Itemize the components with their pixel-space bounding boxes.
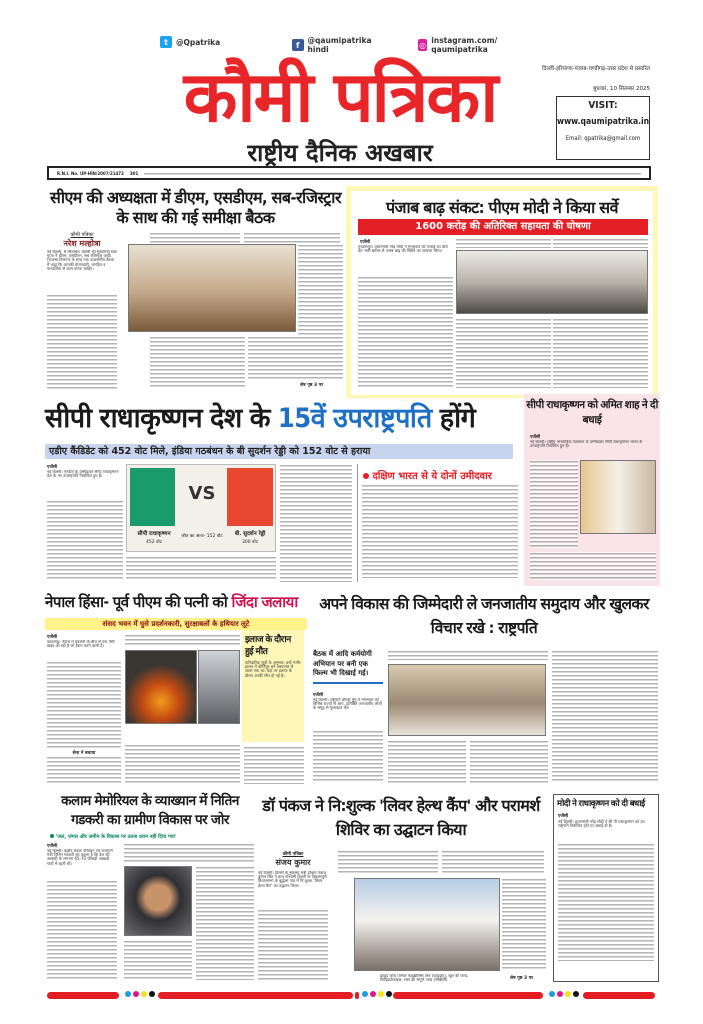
lead-headline-highlight: 15वें उपराष्ट्रपति (277, 403, 432, 434)
vs-label: VS (188, 483, 216, 504)
story1-col3 (298, 244, 343, 336)
kalam-col3 (196, 866, 254, 980)
amit-shah-lede: नई दिल्ली। राष्ट्रीय जनतांत्रिक गठबंधन के उम्मीदवार सीपी राधाकृष्णन भारत के उपराष्ट्रपति निर्वाचित हुए हैं। (530, 440, 643, 449)
president-col4 (552, 650, 658, 782)
lead-col2-bottom (126, 556, 276, 580)
story2-source: एजेंसी (360, 240, 371, 245)
rni-number: R.N.I. No. UP-HIN/2007/21472 (57, 171, 124, 176)
story1-col1 (47, 294, 117, 389)
cyan-dot (549, 991, 555, 997)
amit-shah-col-bottom (530, 552, 656, 580)
kalam-col1 (47, 880, 117, 980)
black-dot (386, 991, 392, 997)
nepal-subhead: संसद भवन में घुसे प्रदर्शनकारी, सुरक्षाबलों के हथियार लूटे (45, 618, 307, 630)
twitter-text: @Qpatrika (176, 37, 221, 47)
story2-col3-top (553, 238, 648, 248)
masthead-title: कौमी पत्रिका (183, 56, 497, 138)
circulation-text: दिल्ली-हरियाणा-पंजाब-चण्डीगढ़-उत्तर प्रदेश से प्रसारित (542, 66, 650, 72)
nepal-col2-bottom (125, 744, 240, 784)
black-dot (573, 991, 579, 997)
issue-number: 301 (129, 171, 139, 176)
kalam-source: एजेंसी (47, 844, 58, 849)
kalam-subhead-text: 'जल, जंगल और जमीन के विकास पर उतना ध्यान नहीं दिया गया' (55, 834, 177, 840)
imprint-line (144, 172, 641, 175)
rni-bar (47, 166, 651, 180)
modi-box (553, 794, 659, 982)
nepal-fire-photo (125, 650, 197, 724)
pankaj-source: कौमी पत्रिका (282, 852, 304, 857)
candidate2-name: बी. सुदर्शन रेड्डी (234, 531, 266, 537)
nepal-box-text: पारिवारिक सूत्रों के अनुसार, उन्हें गंभीर हालत में कीर्तिपुर बर्न अस्पताल ले जाया गया था। यहां पर इलाज के दौरान उनकी मौत हो गई है। (245, 660, 301, 678)
masthead-tagline: राष्ट्रीय दैनिक अखबार (247, 138, 433, 167)
lead-headline-part1: सीपी राधाकृष्णन देश के (45, 403, 270, 434)
footer-bar (393, 992, 543, 999)
nepal-headline[interactable] (45, 592, 307, 612)
modi-box-source: एजेंसी (558, 814, 569, 819)
story1-continued[interactable]: शेष पृष्ठ 3 पर (300, 383, 324, 388)
president-col3 (470, 740, 548, 784)
story1-source: कौमी पत्रिका (70, 232, 94, 238)
meeting-photo (128, 244, 296, 332)
kalam-lede: नई दिल्ली। केंद्रीय सड़क परिवहन एवं राजमार्ग मंत्री नितिन गडकरी का कहना है कि देश की आबादी के लगभग 65-70 फीसदी आबादी गांवों में रहती थी। (47, 849, 113, 866)
email-link[interactable]: Email: qpatrika@gmail.com (565, 135, 641, 142)
visit-box (556, 96, 650, 160)
lead-headline-part2: होंगे (439, 403, 476, 434)
amit-shah-photo (580, 460, 656, 534)
nepal-col3-bottom (244, 746, 304, 784)
story2-col1 (358, 276, 453, 388)
twitter-icon: t (160, 36, 172, 48)
pankaj-lede: नई दिल्ली। दिल्ली के स्वास्थ्य मंत्री डॉक्टर पंकज कुमार सिंह ने कल पश्चिमी दिल्ली के विकासपुरी विधानसभा के बुद्धेला गांव में नि:शुल्क 'लिवर हेल्थ कैंप' का उद्घाटन किया। (258, 871, 327, 888)
lead-source: एजेंसी (47, 465, 58, 470)
pankaj-continued[interactable]: शेष पृष्ठ 3 पर (510, 976, 534, 981)
registration-marks (362, 991, 392, 997)
candidate2-votes: 300 वोट (242, 540, 258, 545)
nepal-source: एजेंसी (47, 635, 58, 640)
nepal-subsection: सेना ने बचाया (72, 751, 96, 756)
story1-col2-bottom (150, 336, 245, 388)
nepal-headline-part1: नेपाल हिंसा- पूर्व पीएम की पत्नी को (45, 593, 228, 611)
president-group-photo (388, 664, 546, 736)
nepal-col1-bottom (47, 756, 121, 784)
bullet-icon (50, 834, 54, 838)
black-dot (149, 991, 155, 997)
issue-date: बुधवार, 10 सितम्बर 2025 (593, 86, 650, 92)
yellow-dot (378, 991, 384, 997)
magenta-dot (133, 991, 139, 997)
president-col2 (388, 740, 466, 784)
story1-byline: नरेश मल्होत्रा (63, 239, 101, 248)
candidate1-name: सीपी राधाकृष्णन (137, 531, 171, 537)
nepal-lede: काठमांडू। नेपाल में प्रदर्शनों के बीच से एक ऐसी खबर आ रही है जो हैरान करने वाली है। (47, 640, 115, 649)
story1-col3-bottom (248, 336, 343, 380)
amit-shah-col (530, 460, 578, 548)
side-story-text (362, 484, 518, 578)
nepal-protest-photo (198, 650, 240, 724)
lead-headline[interactable] (45, 398, 525, 435)
yellow-dot (141, 991, 147, 997)
story1-col3-top (244, 232, 340, 244)
twitter-handle[interactable] (160, 36, 220, 48)
modi-box-text (558, 843, 654, 961)
president-col1 (313, 730, 383, 782)
candidate1-photo (130, 468, 175, 526)
footer-bar (47, 992, 119, 999)
pankaj-col2-top (338, 850, 438, 874)
registration-marks (125, 991, 155, 997)
candidate2-photo (227, 468, 273, 526)
win-margin: जीत का अंतर- 152 वोट (181, 534, 223, 539)
kalam-headline[interactable]: कलाम मेमोरियल के व्याख्यान में नितिन गडकरी का ग्रामीण विकास पर जोर (61, 793, 239, 828)
story1-lede: नई दिल्ली, 9 सितम्बर। दिल्ली की मुख्यमंत्री रेखा गुप्ता ने डीएम, एसडीएम, सब रजिस्ट्रार आदि (राजस्व विभाग) के साथ एक उच्चस्तरीय बैठक में कहा कि आपकी ईमानदारी, जनहित व पारदर्शिता से काम करना चाहिए। (47, 250, 117, 271)
nepal-box-heading: इलाज के दौरान हुई मौत (245, 635, 291, 657)
side-heading-text: दक्षिण भारत से ये दोनों उमीदवार (372, 471, 492, 482)
website-link[interactable]: www.qaumipatrika.in (557, 117, 650, 127)
president-lede: नई दिल्ली। राष्ट्रपति द्रौपदी मुर्मु ने मंगलवार को विभिन्न राज्यों से आए, प्रतिष्ठित जनजातीय लोगों के समूह से मुलाकात की। (313, 698, 382, 711)
nepal-box (242, 630, 304, 742)
story1-headline[interactable]: सीएम की अध्यक्षता में डीएम, एसडीएम, सब-रजिस्ट्रार के साथ की गई समीक्षा बैठक (50, 188, 341, 227)
registration-marks (549, 991, 579, 997)
story1-col2-top (150, 232, 240, 244)
lead-col1 (47, 500, 123, 580)
liver-camp-photo (354, 878, 500, 971)
footer-bar (158, 992, 353, 999)
nepal-col1 (47, 661, 121, 750)
kalam-col2 (124, 940, 192, 980)
footer-bar (583, 992, 655, 999)
pankaj-col3 (502, 878, 546, 970)
modi-box-lede: नई दिल्ली। प्रधानमंत्री नरेंद्र मोदी ने सी पी राधाकृष्णन को उप राष्ट्रपति निर्वाचित होने पर बधाई दी है। (558, 819, 645, 829)
candidate1-votes: 452 वोट (146, 540, 162, 545)
magenta-dot (557, 991, 563, 997)
amit-shah-source: एजेंसी (530, 435, 541, 440)
president-col2-top (388, 650, 548, 660)
kalam-subhead (50, 834, 255, 840)
president-headline[interactable]: अपने विकास की जिम्मेदारी ले जनजातीय समुदाय और खुलकर विचार रखे : राष्ट्रपति (319, 595, 649, 637)
lead-subhead: एडीए कैंडिडेट को 452 वोट मिले, इंडिया गठबंधन के बी सुदर्शन रेड्डी को 152 वोट से हराया (45, 444, 513, 459)
story2-col2-top (456, 238, 551, 248)
nepal-headline-highlight: जिंदा जलाया (231, 593, 298, 611)
lead-lede: नई दिल्ली। एनडीए के उम्मीदवार सीपी राधाकृष्णन देश के नए उपराष्ट्रपति निर्वाचित हुए हैं। (47, 470, 119, 479)
gadkari-photo (124, 866, 192, 936)
pm-survey-photo (456, 250, 648, 314)
lead-col3 (280, 464, 352, 582)
yellow-dot (565, 991, 571, 997)
bullet-icon (363, 473, 369, 479)
story2-col2 (456, 318, 551, 388)
pankaj-byline: संजय कुमार (275, 858, 311, 867)
story2-lede: गुरदासपुर। प्रधानमंत्री नरेंद्र मोदी ने मंगलवार को पंजाब का दौरा कर भारी बारिश से उत्पन्न बाढ़ की स्थिति का जायजा लिया। (358, 245, 448, 254)
instagram-icon: ◎ (419, 40, 427, 50)
pankaj-photo-caption: फ्राइड जांच (लिवर फाइब्रोसिस टेस्ट (फाइब्रो)), खून की जांच, लिपिडप्रोफाइल, रक्त की संपूर्ण जांच (सीबीसी) (380, 974, 469, 983)
pankaj-col3-top (442, 850, 544, 874)
cyan-dot (362, 991, 368, 997)
nepal-col2-top (125, 634, 240, 646)
president-side-box: बैठक में आदि कर्मयोगी अभियान पर बनी एक फिल्म भी दिखाई गई। (313, 650, 383, 684)
divider (357, 464, 358, 582)
story2-col3 (553, 318, 648, 388)
magenta-dot (370, 991, 376, 997)
footer-bar (355, 992, 359, 999)
instagram-text: instagram.com/ qaumipatrika (431, 36, 498, 54)
candidates-graphic (126, 464, 276, 552)
kalam-col2-top (124, 843, 254, 863)
pankaj-headline[interactable]: डॉ पंकज ने नि:शुल्क 'लिवर हेल्थ कैंप' और परामर्श शिविर का उद्घाटन किया (262, 796, 540, 839)
story2-banner: 1600 करोड़ की अतिरिक्त सहायता की घोषणा (358, 219, 648, 235)
facebook-text: @qaumipatrika hindi (307, 36, 372, 54)
pankaj-col1 (258, 909, 328, 981)
story2-headline[interactable]: पंजाब बाढ़ संकट: पीएम मोदी ने किया सर्वे (386, 198, 618, 217)
side-heading (363, 468, 492, 482)
visit-label: VISIT: (588, 100, 618, 111)
amit-shah-headline[interactable]: सीपी राधाकृष्णन को अमित शाह ने दी बधाई (526, 399, 658, 426)
cyan-dot (125, 991, 131, 997)
modi-box-headline[interactable]: मोदी ने राधाकृष्णन को दी बधाई (557, 799, 645, 809)
president-source: एजेंसी (313, 693, 324, 698)
facebook-icon: f (292, 39, 304, 51)
